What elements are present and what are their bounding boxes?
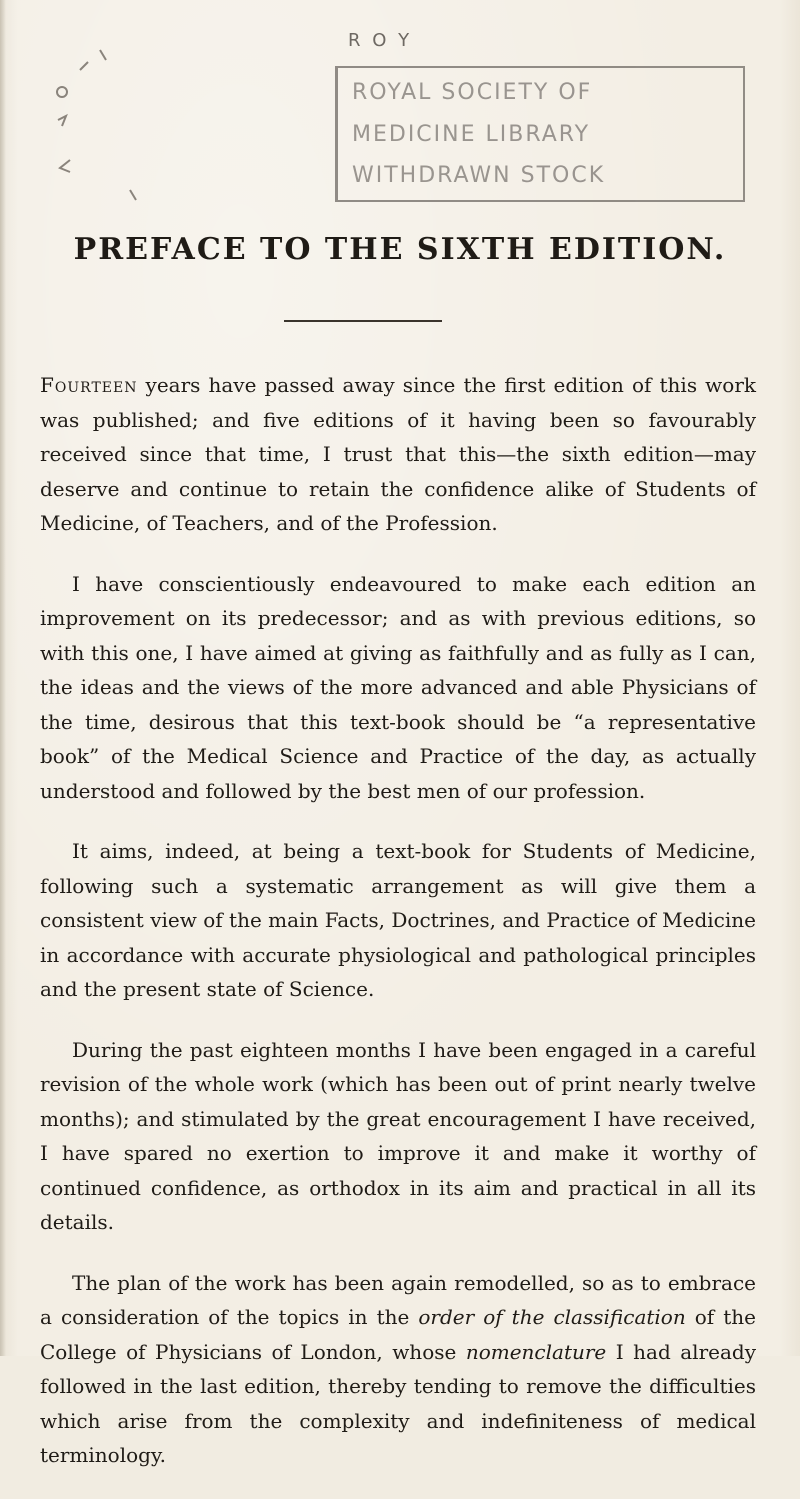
paragraph-5-part1: The plan of the work has been again remodelled, so as to embrace a consideration of the topics in the [40,1270,756,1329]
paragraph-5-emphasis-1: order of the classification [418,1305,686,1329]
paragraph-1-text: years have passed away since the first edition of this work was published; and five editions of it having been so favourably received since that time, I trust that this—the sixth edition—may deserve and continue to retain the confidence alike of Students of Medicine, of Teachers, and of the Profession. [40,373,756,535]
page-edge-shadow [0,0,6,1356]
paragraph-3: It aims, indeed, at being a text-book for Students of Medicine, following such a systematic arrangement as will give them a consistent view of the main Facts, Doctrines, and Practice of Medicine in accordance with accurate physiological and pathological principles and the present state of Science. [40,839,756,1001]
paragraph-5-part2: of the College of Physicians of London, whose [40,1305,756,1364]
stamp-line-1: ROYAL SOCIETY OF [352,80,593,105]
paragraph-5-emphasis-2: nomenclature [465,1339,607,1364]
paragraph-2: I have conscientiously endeavoured to make each edition an improvement on its predecessor; and as with previous editions, so with this one, I have aimed at giving as faithfully and as fully as I can, the ideas and the views of the more advanced and able Physicians of the time, desirous that this text-book should be “a representative book” of the Medical Science and Practice of the day, as actually understood and followed by the best men of our profession. [40,571,756,803]
stamp-line-3: WITHDRAWN STOCK [352,163,606,188]
library-stamp [335,66,745,202]
stamp-line-2: MEDICINE LIBRARY [352,122,591,147]
page-title: PREFACE TO THE SIXTH EDITION. [73,232,727,267]
paragraph-5-part3: I had already followed in the last edition, thereby tending to remove the difficulties which arise from the complexity and indefiniteness of medical terminology. [40,1339,756,1467]
stamp-fragment-marks [40,40,170,210]
paragraph-1 [40,368,756,541]
title-rule [284,320,442,322]
paragraph-1-lead: Fourteen [40,373,138,397]
paragraph-5 [40,1266,756,1473]
paragraph-4: During the past eighteen months I have been engaged in a careful revision of the whole work (which has been out of print nearly twelve months); and stimulated by the great encouragement I have received, I have spared no exertion to improve it and make it worthy of continued confidence, as orthodox in its aim and practical in all its details. [40,1037,756,1234]
preface-body [40,368,756,1499]
stamp-top-text: R O Y [348,30,413,51]
